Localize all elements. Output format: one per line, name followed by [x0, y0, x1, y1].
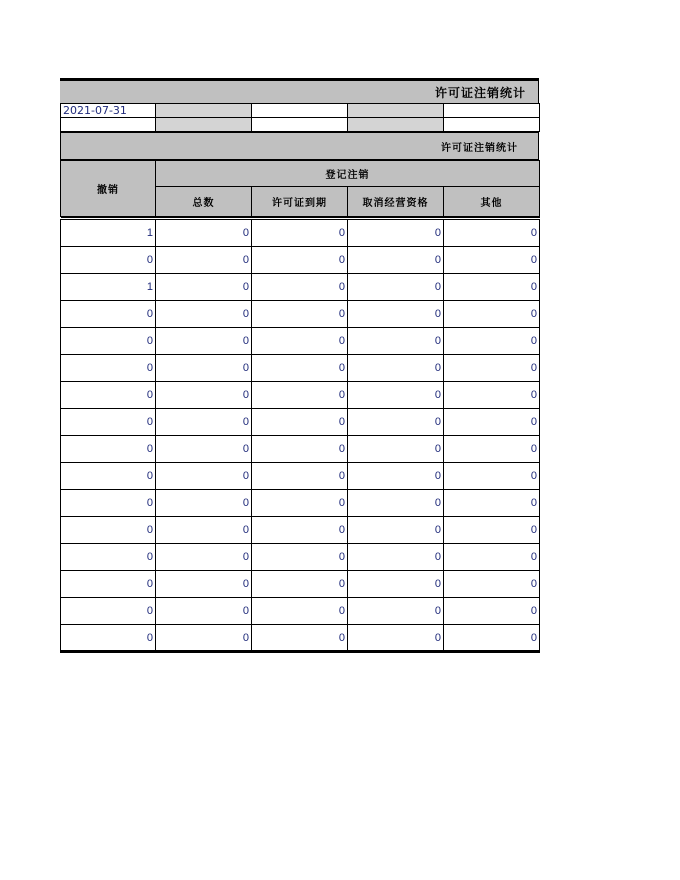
- table-row: [61, 301, 540, 328]
- cell-other: 0: [444, 517, 540, 544]
- cell-revoke: 0: [61, 409, 156, 436]
- cell-revoke: 1: [61, 220, 156, 247]
- header-revoke: 撤销: [61, 161, 156, 217]
- cell-qualification-cancelled: 0: [348, 571, 444, 598]
- cell-qualification-cancelled: 0: [348, 409, 444, 436]
- cell-license-expired: 0: [252, 220, 348, 247]
- cell-total: 0: [156, 598, 252, 625]
- table-row: [61, 409, 540, 436]
- cell-revoke: 0: [61, 301, 156, 328]
- cell-total: 0: [156, 409, 252, 436]
- report-date: 2021-07-31: [61, 104, 156, 118]
- cell-other: 0: [444, 625, 540, 652]
- cell-license-expired: 0: [252, 598, 348, 625]
- meta-cell: [444, 104, 540, 118]
- cell-other: 0: [444, 274, 540, 301]
- report-sheet: [60, 78, 539, 653]
- table-row: [61, 625, 540, 652]
- cell-revoke: 0: [61, 598, 156, 625]
- cell-other: 0: [444, 463, 540, 490]
- cell-other: 0: [444, 571, 540, 598]
- cell-revoke: 0: [61, 247, 156, 274]
- table-row: [61, 517, 540, 544]
- table-row: [61, 220, 540, 247]
- cell-other: 0: [444, 247, 540, 274]
- table-row: [61, 436, 540, 463]
- cell-license-expired: 0: [252, 382, 348, 409]
- table-row: [61, 463, 540, 490]
- meta-cell: [252, 104, 348, 118]
- cell-other: 0: [444, 382, 540, 409]
- table-row: [61, 544, 540, 571]
- cell-total: 0: [156, 571, 252, 598]
- meta-cell: [348, 104, 444, 118]
- meta-table: [60, 103, 540, 132]
- cell-license-expired: 0: [252, 625, 348, 652]
- table-row: [61, 598, 540, 625]
- cell-qualification-cancelled: 0: [348, 301, 444, 328]
- cell-total: 0: [156, 247, 252, 274]
- cell-total: 0: [156, 220, 252, 247]
- meta-cell: [252, 118, 348, 132]
- cell-license-expired: 0: [252, 490, 348, 517]
- cell-revoke: 0: [61, 355, 156, 382]
- report-title: 许可证注销统计: [60, 78, 539, 103]
- cell-license-expired: 0: [252, 409, 348, 436]
- cell-total: 0: [156, 490, 252, 517]
- cell-revoke: 0: [61, 382, 156, 409]
- cell-total: 0: [156, 625, 252, 652]
- cell-license-expired: 0: [252, 463, 348, 490]
- cell-revoke: 0: [61, 490, 156, 517]
- cell-other: 0: [444, 436, 540, 463]
- cell-qualification-cancelled: 0: [348, 220, 444, 247]
- cell-license-expired: 0: [252, 274, 348, 301]
- header-other: 其他: [444, 187, 540, 217]
- table-row: [61, 247, 540, 274]
- cell-revoke: 0: [61, 463, 156, 490]
- header-total: 总数: [156, 187, 252, 217]
- cell-total: 0: [156, 328, 252, 355]
- data-table: [60, 217, 540, 653]
- table-row: [61, 490, 540, 517]
- cell-total: 0: [156, 517, 252, 544]
- cell-total: 0: [156, 301, 252, 328]
- cell-revoke: 0: [61, 517, 156, 544]
- cell-qualification-cancelled: 0: [348, 274, 444, 301]
- cell-qualification-cancelled: 0: [348, 247, 444, 274]
- cell-other: 0: [444, 544, 540, 571]
- cell-total: 0: [156, 544, 252, 571]
- cell-other: 0: [444, 301, 540, 328]
- cell-other: 0: [444, 220, 540, 247]
- cell-license-expired: 0: [252, 355, 348, 382]
- meta-cell: [61, 118, 156, 132]
- cell-qualification-cancelled: 0: [348, 436, 444, 463]
- cell-license-expired: 0: [252, 544, 348, 571]
- cell-other: 0: [444, 409, 540, 436]
- cell-qualification-cancelled: 0: [348, 544, 444, 571]
- cell-qualification-cancelled: 0: [348, 490, 444, 517]
- header-table: [60, 160, 540, 217]
- cell-other: 0: [444, 598, 540, 625]
- cell-qualification-cancelled: 0: [348, 382, 444, 409]
- cell-revoke: 0: [61, 328, 156, 355]
- header-license-expired: 许可证到期: [252, 187, 348, 217]
- meta-cell: [156, 118, 252, 132]
- cell-license-expired: 0: [252, 328, 348, 355]
- cell-other: 0: [444, 355, 540, 382]
- meta-cell: [156, 104, 252, 118]
- table-row: [61, 328, 540, 355]
- table-row: [61, 274, 540, 301]
- cell-revoke: 0: [61, 544, 156, 571]
- cell-revoke: 0: [61, 436, 156, 463]
- cell-license-expired: 0: [252, 571, 348, 598]
- cell-total: 0: [156, 382, 252, 409]
- cell-qualification-cancelled: 0: [348, 625, 444, 652]
- cell-total: 0: [156, 355, 252, 382]
- cell-total: 0: [156, 436, 252, 463]
- cell-revoke: 0: [61, 571, 156, 598]
- header-qualification-cancelled: 取消经营资格: [348, 187, 444, 217]
- cell-qualification-cancelled: 0: [348, 328, 444, 355]
- header-register-cancel: 登记注销: [156, 161, 540, 187]
- cell-qualification-cancelled: 0: [348, 517, 444, 544]
- table-row: [61, 355, 540, 382]
- table-row: [61, 382, 540, 409]
- cell-qualification-cancelled: 0: [348, 598, 444, 625]
- cell-other: 0: [444, 490, 540, 517]
- cell-license-expired: 0: [252, 247, 348, 274]
- cell-total: 0: [156, 463, 252, 490]
- meta-cell: [444, 118, 540, 132]
- cell-license-expired: 0: [252, 517, 348, 544]
- cell-total: 0: [156, 274, 252, 301]
- cell-revoke: 1: [61, 274, 156, 301]
- cell-license-expired: 0: [252, 436, 348, 463]
- cell-qualification-cancelled: 0: [348, 463, 444, 490]
- meta-cell: [348, 118, 444, 132]
- cell-revoke: 0: [61, 625, 156, 652]
- table-row: [61, 571, 540, 598]
- cell-qualification-cancelled: 0: [348, 355, 444, 382]
- report-subtitle: 许可证注销统计: [60, 132, 539, 160]
- cell-other: 0: [444, 328, 540, 355]
- cell-license-expired: 0: [252, 301, 348, 328]
